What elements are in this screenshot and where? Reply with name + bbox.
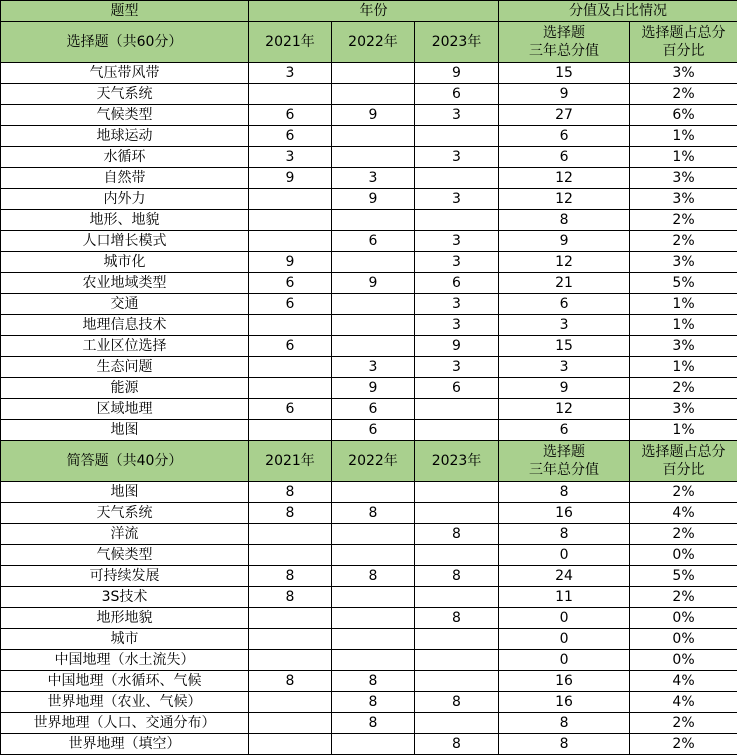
topic-cell: 世界地理（人口、交通分布） [1, 713, 249, 734]
table-row [1, 629, 737, 650]
total-cell: 9 [499, 378, 630, 399]
total-cell: 16 [499, 671, 630, 692]
year-2023-cell [415, 650, 499, 671]
topic-cell: 能源 [1, 378, 249, 399]
table-row [1, 294, 737, 315]
year-2022-cell [332, 608, 415, 629]
percent-cell: 2% [630, 210, 737, 231]
total-cell: 0 [499, 608, 630, 629]
total-cell: 3 [499, 315, 630, 336]
year-2021-cell [249, 734, 332, 755]
total-cell: 12 [499, 189, 630, 210]
topic-cell: 中国地理（水循环、气候 [1, 671, 249, 692]
table-row [1, 399, 737, 420]
topic-cell: 工业区位选择 [1, 336, 249, 357]
total-cell: 15 [499, 336, 630, 357]
year-2022-cell: 6 [332, 399, 415, 420]
year-2022-cell [332, 294, 415, 315]
topic-cell: 地图 [1, 420, 249, 441]
percent-cell: 0% [630, 650, 737, 671]
topic-cell: 中国地理（水土流失） [1, 650, 249, 671]
year-2023-cell: 8 [415, 566, 499, 587]
percent-cell: 0% [630, 629, 737, 650]
percent-cell: 0% [630, 545, 737, 566]
year-2021-cell: 9 [249, 252, 332, 273]
year-2021-cell: 6 [249, 336, 332, 357]
total-cell: 8 [499, 713, 630, 734]
percent-cell: 2% [630, 587, 737, 608]
year-2021-cell: 6 [249, 273, 332, 294]
topic-cell: 地球运动 [1, 126, 249, 147]
section-title: 简答题（共40分） [1, 441, 249, 482]
total-cell: 27 [499, 105, 630, 126]
total-column-header: 选择题 三年总分值 [499, 22, 630, 63]
percent-cell: 3% [630, 189, 737, 210]
year-2023-cell: 9 [415, 63, 499, 84]
year-2021-cell [249, 524, 332, 545]
year-2022-cell [332, 482, 415, 503]
table-row [1, 482, 737, 503]
table-row [1, 545, 737, 566]
year-2022-cell: 3 [332, 168, 415, 189]
total-cell: 12 [499, 252, 630, 273]
table-row [1, 734, 737, 755]
year-2021-cell [249, 231, 332, 252]
total-cell: 6 [499, 147, 630, 168]
year-2021-cell [249, 210, 332, 231]
topic-cell: 交通 [1, 294, 249, 315]
year-2023-cell [415, 168, 499, 189]
total-cell: 6 [499, 294, 630, 315]
topic-cell: 气候类型 [1, 105, 249, 126]
percent-column-header: 选择题占总分 百分比 [630, 441, 737, 482]
year-2022-cell: 8 [332, 713, 415, 734]
year-2022-cell [332, 650, 415, 671]
percent-cell: 2% [630, 482, 737, 503]
table-row [1, 713, 737, 734]
year-column-header: 2023年 [415, 441, 499, 482]
table-row [1, 503, 737, 524]
topic-cell: 内外力 [1, 189, 249, 210]
year-2021-cell: 6 [249, 399, 332, 420]
table-row [1, 210, 737, 231]
percent-cell: 1% [630, 315, 737, 336]
year-2023-cell: 6 [415, 273, 499, 294]
table-row [1, 587, 737, 608]
percent-cell: 6% [630, 105, 737, 126]
topic-cell: 农业地域类型 [1, 273, 249, 294]
year-2022-cell: 8 [332, 692, 415, 713]
year-2023-cell: 3 [415, 189, 499, 210]
topic-cell: 城市化 [1, 252, 249, 273]
year-2022-cell: 3 [332, 357, 415, 378]
topic-cell: 自然带 [1, 168, 249, 189]
year-2021-cell [249, 378, 332, 399]
year-2022-cell: 9 [332, 378, 415, 399]
year-2021-cell [249, 315, 332, 336]
table-row [1, 315, 737, 336]
table-row [1, 692, 737, 713]
year-2023-cell [415, 629, 499, 650]
year-column-header: 2023年 [415, 22, 499, 63]
total-cell: 24 [499, 566, 630, 587]
year-2021-cell: 8 [249, 503, 332, 524]
year-2023-cell: 8 [415, 734, 499, 755]
year-2023-cell [415, 713, 499, 734]
year-2022-cell [332, 252, 415, 273]
table-row [1, 608, 737, 629]
year-2022-cell: 9 [332, 189, 415, 210]
table-row [1, 147, 737, 168]
topic-cell: 气候类型 [1, 545, 249, 566]
topic-cell: 洋流 [1, 524, 249, 545]
year-2022-cell [332, 629, 415, 650]
year-2023-cell: 3 [415, 294, 499, 315]
total-cell: 0 [499, 629, 630, 650]
year-2023-cell [415, 482, 499, 503]
table-row [1, 189, 737, 210]
percent-cell: 5% [630, 566, 737, 587]
total-cell: 6 [499, 126, 630, 147]
year-2023-cell [415, 503, 499, 524]
section-header-row [1, 22, 737, 63]
topic-cell: 城市 [1, 629, 249, 650]
year-2021-cell [249, 629, 332, 650]
table-row [1, 420, 737, 441]
topic-cell: 天气系统 [1, 503, 249, 524]
percent-cell: 2% [630, 713, 737, 734]
year-2021-cell [249, 420, 332, 441]
total-cell: 16 [499, 692, 630, 713]
year-2023-cell: 6 [415, 84, 499, 105]
section-title: 选择题（共60分） [1, 22, 249, 63]
percent-cell: 3% [630, 63, 737, 84]
total-cell: 16 [499, 503, 630, 524]
year-2021-cell [249, 608, 332, 629]
total-cell: 12 [499, 168, 630, 189]
year-2021-cell [249, 692, 332, 713]
year-2022-cell: 9 [332, 105, 415, 126]
year-2021-cell [249, 189, 332, 210]
year-column-header: 2022年 [332, 22, 415, 63]
table-row [1, 671, 737, 692]
year-2022-cell [332, 147, 415, 168]
percent-cell: 1% [630, 294, 737, 315]
table-row [1, 168, 737, 189]
topic-cell: 区域地理 [1, 399, 249, 420]
table-row [1, 105, 737, 126]
total-cell: 15 [499, 63, 630, 84]
percent-cell: 2% [630, 84, 737, 105]
year-2021-cell: 3 [249, 147, 332, 168]
topic-cell: 3S技术 [1, 587, 249, 608]
topic-cell: 生态问题 [1, 357, 249, 378]
year-2021-cell: 9 [249, 168, 332, 189]
header-topic: 题型 [1, 1, 249, 22]
year-2021-cell: 3 [249, 63, 332, 84]
year-2022-cell [332, 587, 415, 608]
year-2023-cell: 3 [415, 147, 499, 168]
year-2022-cell: 8 [332, 566, 415, 587]
topic-cell: 气压带风带 [1, 63, 249, 84]
total-cell: 9 [499, 231, 630, 252]
percent-cell: 5% [630, 273, 737, 294]
total-cell: 0 [499, 545, 630, 566]
year-2023-cell [415, 210, 499, 231]
year-2023-cell [415, 545, 499, 566]
percent-cell: 4% [630, 692, 737, 713]
header-row [1, 1, 737, 22]
topic-cell: 水循环 [1, 147, 249, 168]
total-cell: 0 [499, 650, 630, 671]
year-2021-cell [249, 84, 332, 105]
total-cell: 3 [499, 357, 630, 378]
table-row [1, 566, 737, 587]
year-2021-cell [249, 713, 332, 734]
year-2022-cell: 8 [332, 671, 415, 692]
year-2023-cell: 3 [415, 231, 499, 252]
table-row [1, 524, 737, 545]
table-row [1, 63, 737, 84]
year-2022-cell [332, 84, 415, 105]
percent-cell: 1% [630, 147, 737, 168]
topic-cell: 人口增长模式 [1, 231, 249, 252]
year-2022-cell [332, 336, 415, 357]
total-column-header: 选择题 三年总分值 [499, 441, 630, 482]
year-2021-cell: 8 [249, 587, 332, 608]
topic-cell: 地理信息技术 [1, 315, 249, 336]
year-2021-cell: 8 [249, 482, 332, 503]
percent-cell: 4% [630, 671, 737, 692]
year-2022-cell: 6 [332, 231, 415, 252]
percent-cell: 3% [630, 168, 737, 189]
year-2021-cell: 6 [249, 294, 332, 315]
percent-cell: 1% [630, 357, 737, 378]
percent-cell: 3% [630, 399, 737, 420]
year-2021-cell [249, 650, 332, 671]
percent-cell: 2% [630, 378, 737, 399]
topic-cell: 世界地理（农业、气候） [1, 692, 249, 713]
topic-cell: 地形地貌 [1, 608, 249, 629]
year-2022-cell: 8 [332, 503, 415, 524]
year-2023-cell: 8 [415, 524, 499, 545]
total-cell: 6 [499, 420, 630, 441]
header-year: 年份 [249, 1, 499, 22]
year-2023-cell: 8 [415, 608, 499, 629]
year-2023-cell: 3 [415, 357, 499, 378]
table-row [1, 273, 737, 294]
year-2021-cell: 6 [249, 126, 332, 147]
table-row [1, 650, 737, 671]
table-row [1, 84, 737, 105]
topic-cell: 天气系统 [1, 84, 249, 105]
year-2023-cell: 6 [415, 378, 499, 399]
total-cell: 21 [499, 273, 630, 294]
year-2022-cell [332, 126, 415, 147]
year-2022-cell [332, 545, 415, 566]
percent-cell: 1% [630, 126, 737, 147]
year-2023-cell [415, 420, 499, 441]
year-2022-cell [332, 210, 415, 231]
percent-cell: 1% [630, 420, 737, 441]
section-header-row [1, 441, 737, 482]
percent-column-header: 选择题占总分 百分比 [630, 22, 737, 63]
year-2021-cell [249, 357, 332, 378]
percent-cell: 0% [630, 608, 737, 629]
year-2023-cell: 3 [415, 315, 499, 336]
table-row [1, 336, 737, 357]
year-column-header: 2021年 [249, 441, 332, 482]
year-2021-cell: 6 [249, 105, 332, 126]
year-2023-cell: 3 [415, 252, 499, 273]
year-column-header: 2021年 [249, 22, 332, 63]
year-2023-cell [415, 587, 499, 608]
total-cell: 8 [499, 734, 630, 755]
header-score: 分值及占比情况 [499, 1, 737, 22]
year-column-header: 2022年 [332, 441, 415, 482]
topic-cell: 世界地理（填空） [1, 734, 249, 755]
year-2023-cell [415, 399, 499, 420]
year-2021-cell: 8 [249, 566, 332, 587]
percent-cell: 2% [630, 231, 737, 252]
year-2022-cell [332, 315, 415, 336]
table-row [1, 126, 737, 147]
total-cell: 9 [499, 84, 630, 105]
year-2022-cell [332, 63, 415, 84]
year-2021-cell [249, 545, 332, 566]
year-2023-cell [415, 126, 499, 147]
percent-cell: 4% [630, 503, 737, 524]
year-2022-cell: 9 [332, 273, 415, 294]
percent-cell: 2% [630, 524, 737, 545]
table-row [1, 252, 737, 273]
year-2021-cell: 8 [249, 671, 332, 692]
total-cell: 8 [499, 524, 630, 545]
year-2023-cell: 8 [415, 692, 499, 713]
total-cell: 8 [499, 482, 630, 503]
year-2022-cell [332, 734, 415, 755]
table-row [1, 357, 737, 378]
year-2023-cell: 9 [415, 336, 499, 357]
topic-cell: 地形、地貌 [1, 210, 249, 231]
year-2023-cell [415, 671, 499, 692]
year-2022-cell [332, 524, 415, 545]
total-cell: 12 [499, 399, 630, 420]
year-2022-cell: 6 [332, 420, 415, 441]
total-cell: 11 [499, 587, 630, 608]
percent-cell: 3% [630, 336, 737, 357]
total-cell: 8 [499, 210, 630, 231]
table-row [1, 378, 737, 399]
year-2023-cell: 3 [415, 105, 499, 126]
topic-cell: 可持续发展 [1, 566, 249, 587]
percent-cell: 3% [630, 252, 737, 273]
table-row [1, 231, 737, 252]
topic-cell: 地图 [1, 482, 249, 503]
percent-cell: 2% [630, 734, 737, 755]
